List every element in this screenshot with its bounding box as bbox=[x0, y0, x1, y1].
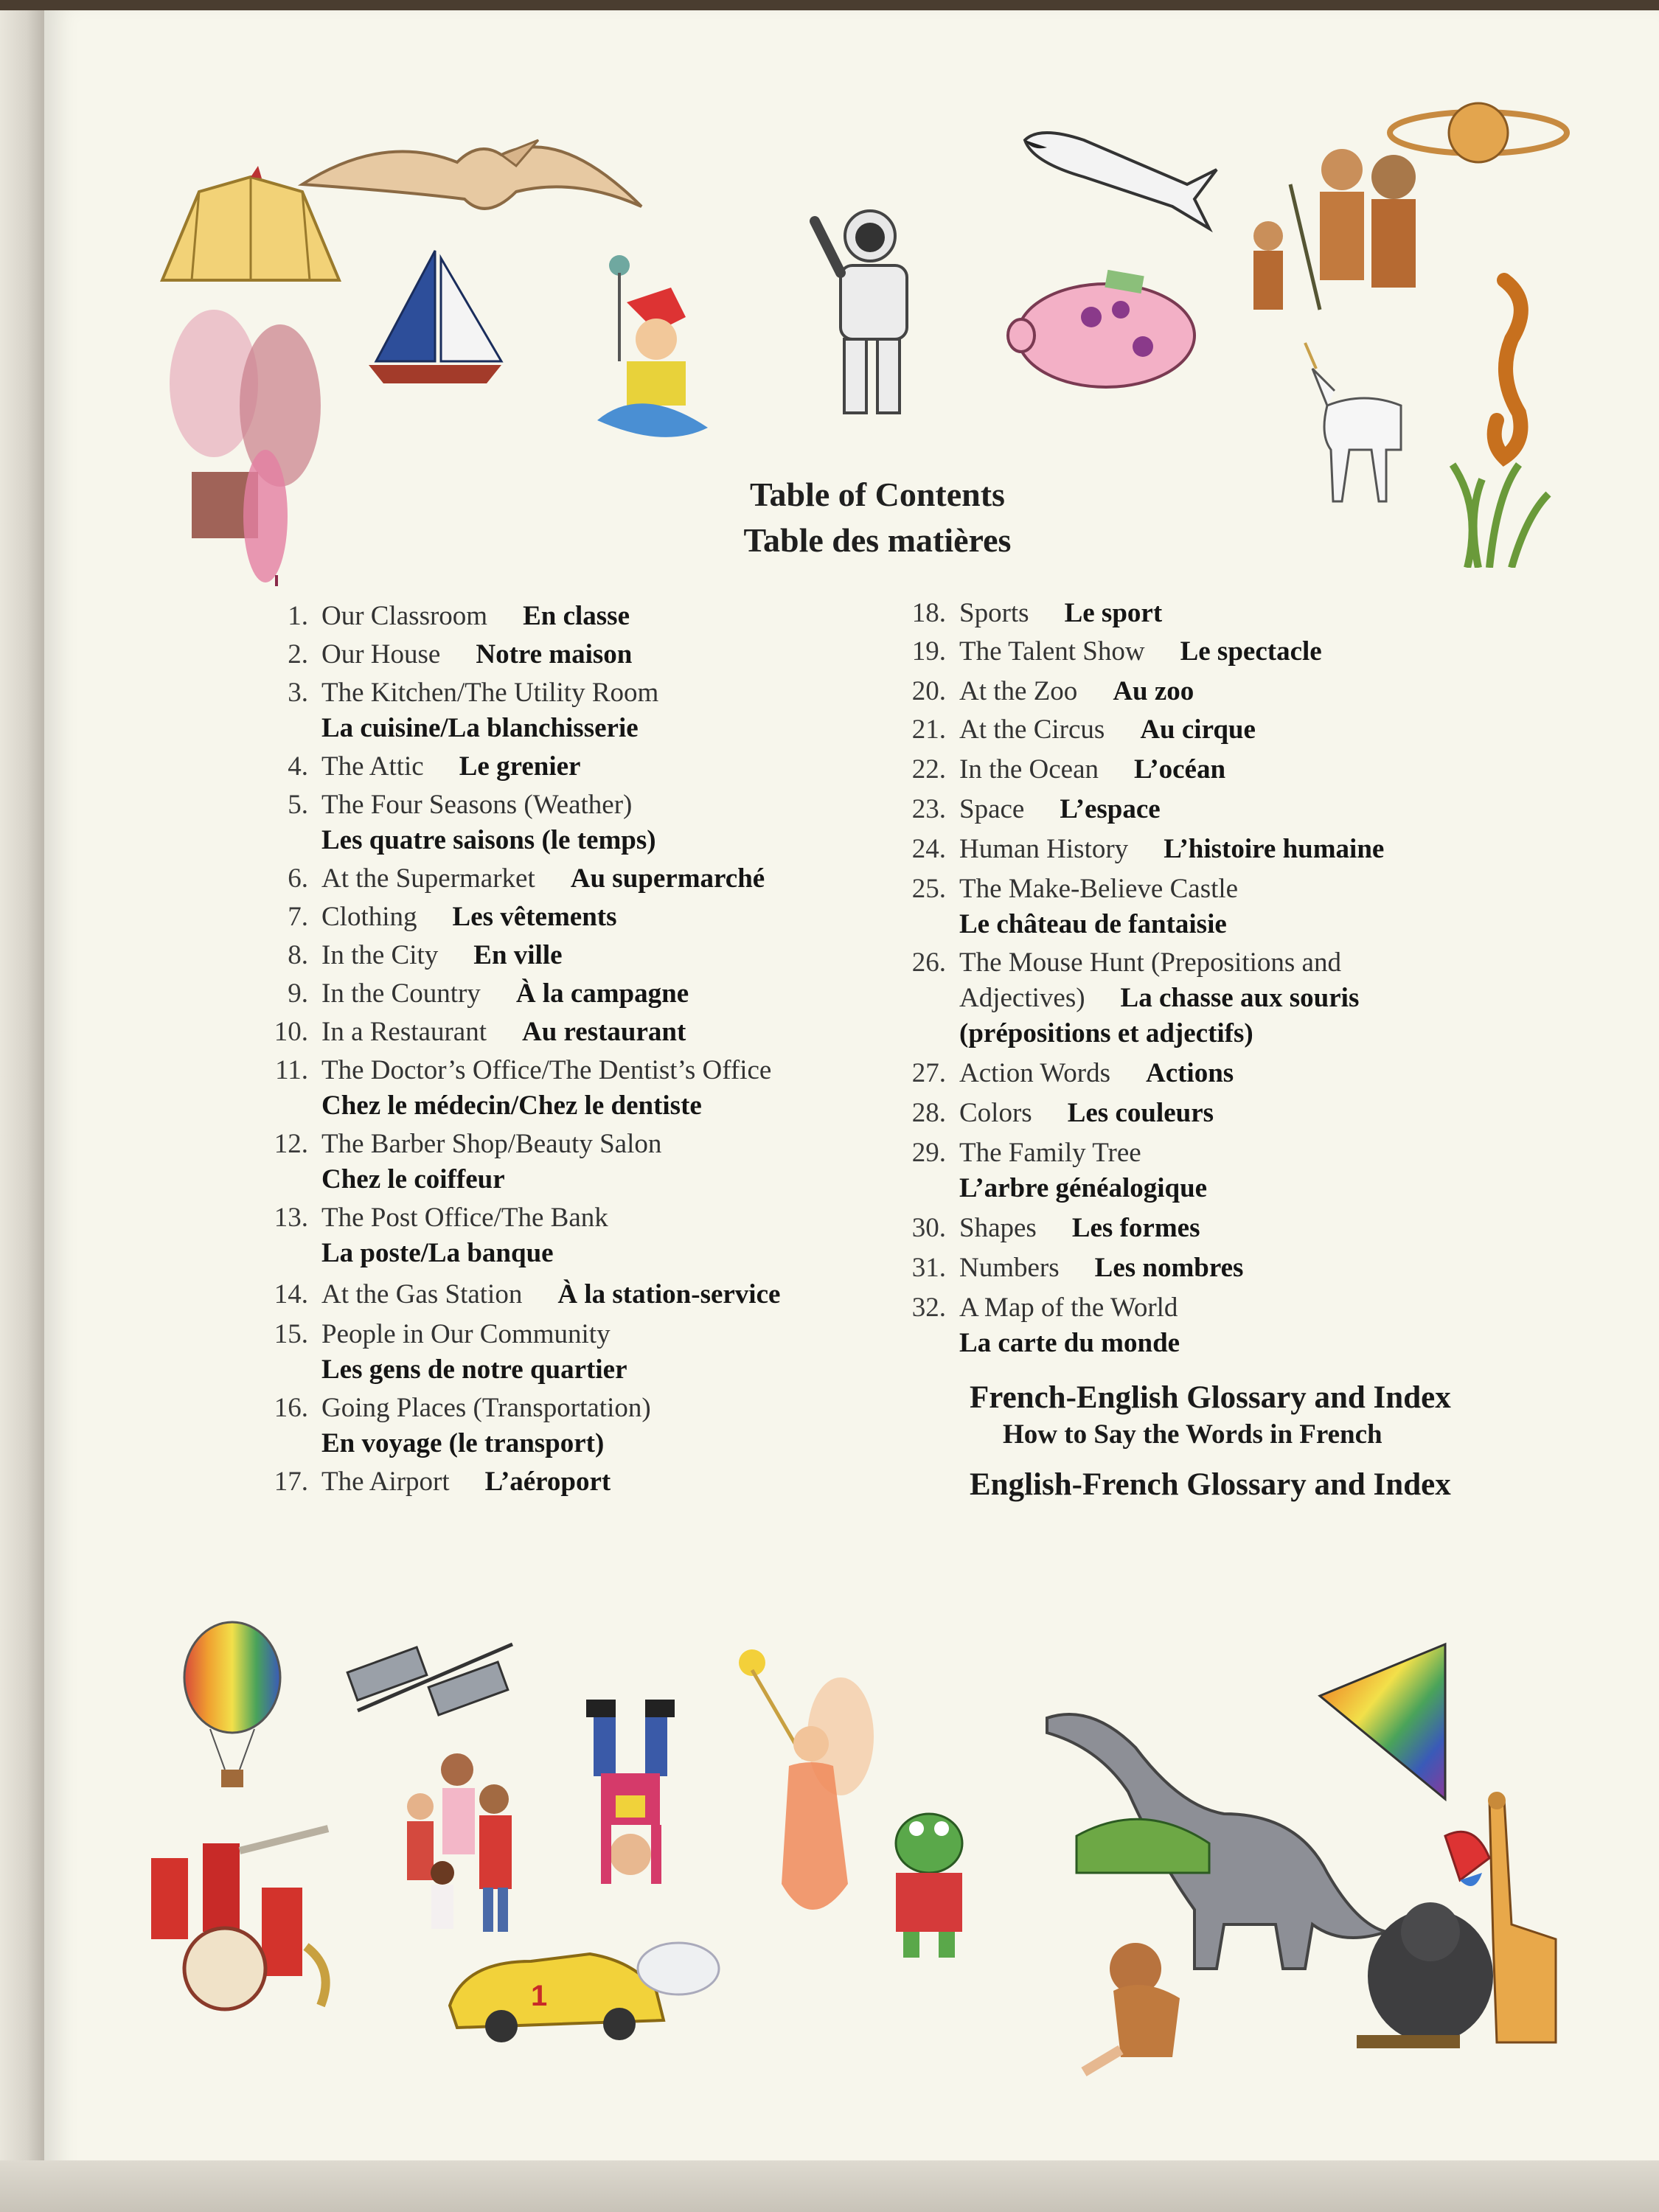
toc-french: Le grenier bbox=[459, 751, 581, 782]
toc-item-30[interactable] bbox=[888, 1211, 1200, 1246]
toc-english: In the City bbox=[321, 940, 439, 970]
toc-number: 15. bbox=[274, 1319, 308, 1349]
toc-french: Le sport bbox=[1064, 598, 1163, 628]
toc-french: Le spectacle bbox=[1180, 636, 1322, 667]
toc-number: 13. bbox=[274, 1203, 308, 1233]
satellite-icon bbox=[343, 1630, 520, 1733]
toc-french: Chez le coiffeur bbox=[321, 1164, 505, 1194]
toc-number: 19. bbox=[911, 636, 946, 667]
toc-english: The Four Seasons (Weather) bbox=[321, 790, 633, 820]
toc-french: Au supermarché bbox=[570, 863, 765, 894]
toc-french: La chasse aux souris bbox=[1120, 983, 1360, 1013]
marching-band-icon bbox=[136, 1821, 365, 2020]
toc-english: A Map of the World bbox=[959, 1293, 1178, 1323]
toc-number: 25. bbox=[911, 874, 946, 904]
toc-number: 6. bbox=[288, 863, 308, 894]
toc-french: En ville bbox=[473, 940, 563, 970]
toc-number: 22. bbox=[911, 754, 946, 785]
toc-item-4[interactable] bbox=[251, 749, 580, 785]
toc-french: L’aéroport bbox=[484, 1467, 611, 1497]
toc-french: Actions bbox=[1145, 1058, 1234, 1088]
toc-item-17[interactable] bbox=[251, 1464, 611, 1500]
toc-item-23[interactable] bbox=[888, 792, 1161, 827]
toc-item-26[interactable] bbox=[888, 945, 1359, 1051]
toc-french: Les vêtements bbox=[452, 902, 617, 932]
toc-item-11[interactable] bbox=[251, 1053, 771, 1124]
toc-french: En classe bbox=[523, 601, 630, 631]
toc-english: Going Places (Transportation) bbox=[321, 1393, 651, 1423]
toc-item-12[interactable] bbox=[251, 1127, 661, 1197]
space-shuttle-icon bbox=[1018, 118, 1224, 236]
toc-number: 32. bbox=[911, 1293, 946, 1323]
toc-item-7[interactable] bbox=[251, 900, 617, 935]
bottom-edge bbox=[0, 2160, 1659, 2212]
toc-english: The Family Tree bbox=[959, 1138, 1141, 1168]
toc-item-16[interactable] bbox=[251, 1391, 651, 1461]
unicorn-icon bbox=[1298, 339, 1438, 509]
toc-number: 30. bbox=[911, 1213, 946, 1243]
toc-number: 23. bbox=[911, 794, 946, 824]
toc-english: At the Supermarket bbox=[321, 863, 535, 894]
toc-number: 16. bbox=[274, 1393, 308, 1423]
pterodactyl-icon bbox=[295, 111, 649, 229]
title-english: Table of Contents bbox=[750, 476, 1005, 513]
toc-french: Les quatre saisons (le temps) bbox=[321, 825, 656, 855]
toc-french: À la station-service bbox=[557, 1279, 781, 1310]
toc-english: At the Gas Station bbox=[321, 1279, 523, 1310]
toc-item-29[interactable] bbox=[888, 1135, 1207, 1206]
toc-english: At the Circus bbox=[959, 714, 1105, 745]
toc-number: 12. bbox=[274, 1129, 308, 1159]
saturn-icon bbox=[1386, 88, 1571, 177]
toc-french-continued: (prépositions et adjectifs) bbox=[959, 1018, 1253, 1048]
toc-french: L’arbre généalogique bbox=[959, 1173, 1208, 1203]
toc-number: 26. bbox=[911, 947, 946, 978]
toc-english: The Kitchen/The Utility Room bbox=[321, 678, 659, 708]
toc-item-32[interactable] bbox=[888, 1290, 1180, 1361]
toc-english: The Attic bbox=[321, 751, 424, 782]
piggy-bank-icon bbox=[1003, 265, 1202, 398]
toc-french: Le château de fantaisie bbox=[959, 909, 1227, 939]
toc-item-8[interactable] bbox=[251, 938, 563, 973]
toc-number: 20. bbox=[911, 676, 946, 706]
toc-french: Au zoo bbox=[1113, 676, 1194, 706]
toc-french: Notre maison bbox=[476, 639, 633, 669]
toc-english: Our House bbox=[321, 639, 441, 669]
toc-french: Les nombres bbox=[1094, 1253, 1244, 1283]
toc-french: L’océan bbox=[1134, 754, 1226, 785]
sailboat-icon bbox=[354, 243, 516, 391]
toc-item-5[interactable] bbox=[251, 787, 656, 858]
toc-number: 14. bbox=[274, 1279, 308, 1310]
toc-english: In the Country bbox=[321, 978, 481, 1009]
toc-number: 2. bbox=[288, 639, 308, 669]
toc-number: 9. bbox=[288, 978, 308, 1009]
jester-icon bbox=[575, 251, 723, 457]
toc-item-9[interactable] bbox=[251, 976, 689, 1012]
toc-english: Clothing bbox=[321, 902, 417, 932]
toc-item-20[interactable] bbox=[888, 674, 1194, 709]
toc-item-10[interactable] bbox=[251, 1015, 686, 1050]
toc-french: L’histoire humaine bbox=[1164, 834, 1385, 864]
toc-english: The Airport bbox=[321, 1467, 450, 1497]
toc-item-2[interactable] bbox=[251, 637, 632, 672]
toc-english: Sports bbox=[959, 598, 1029, 628]
toc-english: Space bbox=[959, 794, 1025, 824]
toc-number: 24. bbox=[911, 834, 946, 864]
toc-number: 4. bbox=[288, 751, 308, 782]
toc-item-21[interactable] bbox=[888, 712, 1256, 748]
toc-item-28[interactable] bbox=[888, 1096, 1214, 1131]
toc-english-continued: Adjectives) bbox=[959, 983, 1085, 1013]
toc-english: The Talent Show bbox=[959, 636, 1145, 667]
top-edge bbox=[0, 0, 1659, 10]
toc-english: In a Restaurant bbox=[321, 1017, 487, 1047]
toc-english: The Post Office/The Bank bbox=[321, 1203, 608, 1233]
toc-french: Chez le médecin/Chez le dentiste bbox=[321, 1091, 702, 1121]
toc-english: The Barber Shop/Beauty Salon bbox=[321, 1129, 662, 1159]
page-title bbox=[664, 472, 1091, 563]
toc-french: Au cirque bbox=[1140, 714, 1256, 745]
toc-english: Action Words bbox=[959, 1058, 1110, 1088]
hot-air-balloon-icon bbox=[181, 1618, 284, 1795]
toc-french: La cuisine/La blanchisserie bbox=[321, 713, 639, 743]
acrobat-icon bbox=[571, 1692, 689, 1906]
toc-item-1[interactable] bbox=[251, 599, 630, 634]
toc-english: The Mouse Hunt (Prepositions and bbox=[959, 947, 1341, 978]
toc-french: En voyage (le transport) bbox=[321, 1428, 605, 1458]
toc-number: 28. bbox=[911, 1098, 946, 1128]
book-left-edge bbox=[0, 0, 44, 2212]
toc-item-19[interactable] bbox=[888, 634, 1322, 669]
toc-number: 21. bbox=[911, 714, 946, 745]
svg-text:1: 1 bbox=[531, 1980, 548, 2012]
toc-number: 5. bbox=[288, 790, 308, 820]
toc-number: 27. bbox=[911, 1058, 946, 1088]
toc-item-14[interactable] bbox=[251, 1277, 780, 1312]
english-french-glossary[interactable]: English-French Glossary and Index bbox=[970, 1467, 1451, 1502]
toc-french: Au restaurant bbox=[521, 1017, 686, 1047]
gorilla-giraffe-icon bbox=[1349, 1792, 1578, 2057]
toc-item-31[interactable] bbox=[888, 1251, 1243, 1286]
toc-english: The Make-Believe Castle bbox=[959, 874, 1239, 904]
toc-french: La poste/La banque bbox=[321, 1238, 554, 1268]
toc-french: À la campagne bbox=[515, 978, 689, 1009]
toc-english: Human History bbox=[959, 834, 1129, 864]
prism-icon bbox=[1312, 1637, 1453, 1806]
astronaut-icon bbox=[804, 206, 922, 420]
toc-item-15[interactable] bbox=[251, 1317, 627, 1388]
toc-french: L’espace bbox=[1060, 794, 1161, 824]
toc-number: 10. bbox=[274, 1017, 308, 1047]
fairy-icon bbox=[730, 1641, 892, 1950]
toc-english: In the Ocean bbox=[959, 754, 1099, 785]
toc-item-27[interactable] bbox=[888, 1056, 1234, 1091]
toc-english: Our Classroom bbox=[321, 601, 488, 631]
toc-number: 7. bbox=[288, 902, 308, 932]
race-car-icon bbox=[442, 1932, 723, 2050]
toc-number: 3. bbox=[288, 678, 308, 708]
how-to-say-link[interactable]: How to Say the Words in French bbox=[1003, 1419, 1382, 1450]
toc-number: 11. bbox=[275, 1055, 308, 1085]
toc-item-24[interactable] bbox=[888, 832, 1384, 867]
toc-number: 8. bbox=[288, 940, 308, 970]
toc-item-25[interactable] bbox=[888, 872, 1238, 942]
toc-french: Les gens de notre quartier bbox=[321, 1354, 627, 1385]
toc-english: People in Our Community bbox=[321, 1319, 611, 1349]
toc-english: Numbers bbox=[959, 1253, 1060, 1283]
french-english-glossary[interactable]: French-English Glossary and Index bbox=[970, 1380, 1451, 1415]
toc-item-3[interactable] bbox=[251, 675, 658, 746]
toc-french: Les couleurs bbox=[1067, 1098, 1214, 1128]
toc-french: Les formes bbox=[1071, 1213, 1200, 1243]
toc-item-22[interactable] bbox=[888, 752, 1225, 787]
toc-number: 17. bbox=[274, 1467, 308, 1497]
toc-number: 18. bbox=[911, 598, 946, 628]
title-french: Table des matières bbox=[743, 521, 1012, 559]
seahorse-icon bbox=[1438, 273, 1556, 568]
toc-item-18[interactable] bbox=[888, 596, 1162, 631]
toc-english: Shapes bbox=[959, 1213, 1037, 1243]
toc-english: The Doctor’s Office/The Dentist’s Office bbox=[321, 1055, 772, 1085]
toc-item-13[interactable] bbox=[251, 1200, 608, 1271]
toc-english: Colors bbox=[959, 1098, 1032, 1128]
toc-item-6[interactable] bbox=[251, 861, 765, 897]
alien-icon bbox=[874, 1806, 984, 1961]
toc-french: La carte du monde bbox=[959, 1328, 1180, 1358]
toc-number: 1. bbox=[288, 601, 308, 631]
toc-number: 31. bbox=[911, 1253, 946, 1283]
toc-number: 29. bbox=[911, 1138, 946, 1168]
toc-english: At the Zoo bbox=[959, 676, 1078, 706]
family-icon bbox=[398, 1747, 524, 1939]
